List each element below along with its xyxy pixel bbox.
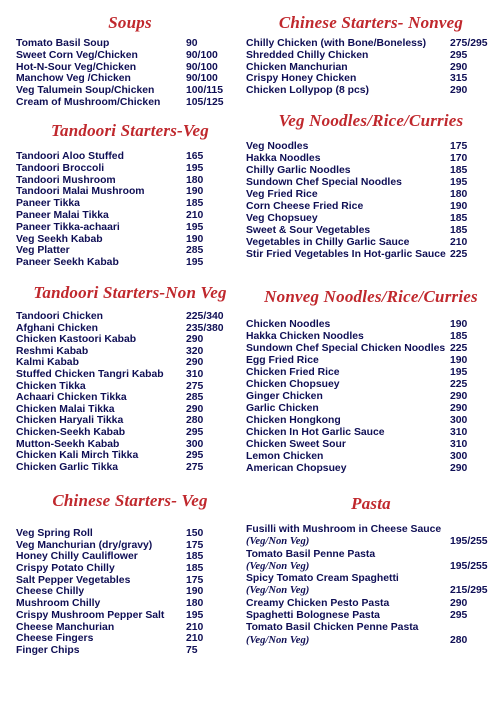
menu-item-name: Veg Talumein Soup/Chicken [16,85,155,97]
menu-item-name: Tandoori Chicken [16,311,103,322]
menu-item [16,427,244,439]
menu-item [246,189,496,201]
menu-list-chinese-starters-nonveg [246,38,496,97]
menu-item-price: 285 [186,392,204,404]
menu-item-name: Tandoori Broccoli [16,162,105,174]
menu-item-name: Tandoori Aloo Stuffed [16,151,124,162]
menu-item-name: Chicken Manchurian [246,61,348,73]
menu-item-name: Spicy Tomato Cream Spaghetti [246,573,399,585]
menu-item-name: Paneer Malai Tikka [16,209,109,221]
menu-item [246,201,496,213]
menu-item-price: 295 [450,49,468,61]
section-title-tandoori-starters-veg: Tandoori Starters-Veg [50,121,210,140]
menu-item-name: Tomato Basil Chicken Penne Pasta [246,622,419,634]
menu-item-price: 290 [450,597,468,609]
section-title-soups: Soups [108,13,152,32]
menu-item [246,622,496,634]
menu-item-price: 175 [450,141,468,152]
menu-item-name: Corn Cheese Fried Rice [246,201,364,212]
menu-item [16,346,244,358]
menu-item-price: 90/100 [186,73,218,85]
menu-item-price: 300 [186,438,204,450]
menu-item-price: 280 [450,634,468,646]
menu-item-price: 180 [186,598,204,610]
menu-item [246,319,496,331]
menu-item-price: 295 [186,450,204,462]
menu-item [16,575,244,587]
menu-item [16,85,244,97]
menu-item-name: Lemon Chicken [246,451,324,462]
menu-item [16,439,244,451]
menu-item-price: 290 [450,85,468,97]
menu-item-name: Sweet Corn Veg/Chicken [16,49,138,61]
menu-item-price: 225 [450,249,468,260]
menu-item [246,355,496,367]
menu-item-price: 285 [186,245,204,257]
menu-item-price: 185 [186,551,204,563]
menu-item-name: Reshmi Kabab [16,345,89,357]
menu-item-name: American Chopsuey [246,463,347,474]
menu-item [16,245,244,257]
menu-item-name: Manchow Veg /Chicken [16,73,131,85]
menu-item-price: 185 [186,198,204,210]
menu-item-name: Chicken Chopsuey [246,379,340,390]
menu-item-name: Chicken Sweet Sour [246,439,346,450]
menu-item [16,210,244,222]
section-title-tandoori-starters-non-veg: Tandoori Starters-Non Veg [33,283,227,302]
menu-item [16,234,244,246]
menu-item [246,343,496,355]
menu-item [16,563,244,575]
menu-item-name: (Veg/Non Veg) [246,560,310,572]
menu-item-name: Chilly Chicken (with Bone/Boneless) [246,38,427,49]
menu-item-price: 195 [186,609,204,621]
section-title-chinese-starters-veg: Chinese Starters- Veg [52,491,208,510]
menu-item-name: Tomato Basil Soup [16,38,110,49]
menu-item-name: Veg Noodles [246,141,309,152]
menu-item-price: 300 [450,415,468,426]
menu-item-name: Achaari Chicken Tikka [16,392,127,404]
menu-list-soups [16,38,244,109]
menu-item-price: 150 [186,528,204,539]
menu-item-price: 170 [450,153,468,164]
menu-item [246,153,496,165]
menu-item-price: 295 [186,426,204,438]
menu-item [16,323,244,335]
menu-item-price: 180 [450,189,468,200]
menu-item-price: 185 [450,165,468,176]
menu-item-price: 320 [186,345,204,357]
menu-item-name: Sundown Chef Special Chicken Noodles [246,343,446,354]
menu-item-name: Kalmi Kabab [16,357,79,369]
menu-list-pasta [246,524,496,647]
menu-item-price: 195/255 [450,560,488,572]
menu-item [16,369,244,381]
menu-item-name: Chicken Hongkong [246,415,341,426]
menu-item [246,141,496,153]
menu-item [246,62,496,74]
menu-item-name: Cream of Mushroom/Chicken [16,96,161,108]
section-title-nonveg-noodles-rice-curries: Nonveg Noodles/Rice/Curries [264,287,478,306]
menu-item-price: 300 [450,451,468,462]
menu-item-name: Stuffed Chicken Tangri Kabab [16,368,164,380]
menu-item-price: 290 [450,403,468,414]
menu-item-name: Shredded Chilly Chicken [246,49,369,61]
menu-item [246,536,496,548]
menu-item-name: Veg Spring Roll [16,528,93,539]
menu-item-name: Veg Manchurian (dry/gravy) [16,539,153,551]
menu-item-name: Creamy Chicken Pesto Pasta [246,597,390,609]
menu-item [246,50,496,62]
menu-item [246,331,496,343]
menu-item-name: Honey Chilly Cauliflower [16,551,138,563]
menu-item [246,585,496,597]
menu-item-price: 195 [450,177,468,188]
menu-item-name: Chicken Tikka [16,380,86,392]
menu-item-price: 280 [186,415,204,427]
menu-item [16,528,244,540]
menu-item-name: Cheese Fingers [16,633,94,645]
menu-item [246,635,496,647]
menu-item-name: Chicken Haryali Tikka [16,415,124,427]
menu-item-name: Veg Fried Rice [246,189,318,200]
menu-item [246,598,496,610]
menu-item-price: 75 [186,644,198,656]
menu-item [16,62,244,74]
menu-item-price: 190 [186,186,204,198]
menu-item-name: Sundown Chef Special Noodles [246,177,402,188]
menu-item [16,186,244,198]
menu-item-price: 100/115 [186,85,223,97]
menu-item-price: 225/340 [186,311,224,322]
menu-item [246,379,496,391]
menu-item [16,257,244,269]
menu-item [246,463,496,475]
menu-item [246,451,496,463]
menu-item [246,573,496,585]
menu-item [246,249,496,261]
menu-item-name: Sweet & Sour Vegetables [246,225,371,236]
menu-item-price: 275 [186,380,204,392]
menu-item [16,381,244,393]
menu-item-price: 235/380 [186,322,224,334]
menu-item-name: Tandoori Mushroom [16,174,116,186]
menu-item-price: 195/255 [450,536,488,548]
menu-item-price: 185 [450,225,468,236]
menu-item [246,367,496,379]
menu-item [16,415,244,427]
menu-item-price: 215/295 [450,585,488,597]
menu-item-price: 90/100 [186,61,218,73]
menu-item-name: Stir Fried Vegetables In Hot-garlic Sauce [246,249,446,260]
menu-item [16,50,244,62]
menu-item-name: Tomato Basil Penne Pasta [246,548,376,560]
menu-item-name: Chicken Malai Tikka [16,403,115,415]
menu-item [16,198,244,210]
menu-list-chinese-starters-veg [16,528,244,657]
menu-item-name: Chicken Garlic Tikka [16,461,119,473]
menu-list-nonveg-noodles-rice-curries [246,319,496,475]
menu-item-price: 290 [450,391,468,402]
menu-item-price: 105/125 [186,96,224,108]
menu-item [16,450,244,462]
menu-item-name: Crispy Potato Chilly [16,563,115,575]
menu-item-price: 90 [186,38,198,49]
menu-item [246,225,496,237]
menu-item [16,311,244,323]
menu-item [16,633,244,645]
menu-item-price: 310 [450,439,468,450]
menu-item [16,334,244,346]
menu-item-name: Chicken Lollypop (8 pcs) [246,85,369,97]
menu-item-name: Chicken Kastoori Kabab [16,334,137,346]
menu-item-price: 195 [186,257,204,269]
menu-item-name: Hot-N-Sour Veg/Chicken [16,61,137,73]
menu-item [16,151,244,163]
menu-item-price: 195 [450,367,468,378]
menu-item-price: 190 [186,586,204,598]
menu-item [246,213,496,225]
menu-item [246,85,496,97]
menu-item [16,73,244,85]
menu-item-price: 180 [186,174,204,186]
menu-item-name: Chicken Noodles [246,319,331,330]
menu-item-price: 185 [450,331,468,342]
menu-item-price: 290 [186,403,204,415]
menu-item-name: Garlic Chicken [246,403,319,414]
menu-item [246,403,496,415]
menu-item-price: 210 [186,633,204,645]
menu-item-price: 195 [186,221,204,233]
menu-item-name: Chicken In Hot Garlic Sauce [246,427,385,438]
menu-list-tandoori-starters-non-veg [16,311,244,473]
section-title-pasta: Pasta [351,494,391,513]
menu-item [246,73,496,85]
menu-item-name: Mushroom Chilly [16,598,101,610]
menu-item-price: 295 [450,610,468,622]
menu-item [16,392,244,404]
menu-item-price: 290 [450,463,468,474]
menu-item-name: Cheese Chilly [16,586,85,598]
menu-item-price: 185 [186,563,204,575]
menu-item-name: Tandoori Malai Mushroom [16,186,145,198]
menu-item-name: Crispy Mushroom Pepper Salt [16,609,165,621]
menu-item-price: 190 [450,201,468,212]
menu-item [16,97,244,109]
menu-item [246,38,496,50]
menu-item-name: Chicken-Seekh Kabab [16,426,126,438]
menu-item [246,177,496,189]
menu-item-price: 195 [186,162,204,174]
menu-item-name: Chicken Fried Rice [246,367,340,378]
menu-item-name: Spaghetti Bolognese Pasta [246,610,380,622]
menu-item-name: Fusilli with Mushroom in Cheese Sauce [246,524,442,535]
menu-item-name: Crispy Honey Chicken [246,73,357,85]
menu-item [246,391,496,403]
menu-item-name: Afghani Chicken [16,322,98,334]
menu-item-price: 290 [450,61,468,73]
menu-item-price: 210 [450,237,468,248]
menu-item-name: Hakka Chicken Noodles [246,331,364,342]
menu-item-name: Paneer Tikka-achaari [16,221,120,233]
menu-item-price: 175 [186,574,204,586]
menu-item [246,610,496,622]
menu-item [16,540,244,552]
menu-item-name: Egg Fried Rice [246,355,319,366]
menu-item [16,598,244,610]
menu-item [16,163,244,175]
menu-item [16,586,244,598]
menu-item-name: Mutton-Seekh Kabab [16,438,120,450]
menu-item [246,415,496,427]
menu-item-name: Salt Pepper Vegetables [16,574,131,586]
menu-item-name: Ginger Chicken [246,391,323,402]
menu-item-price: 90/100 [186,49,218,61]
menu-item [16,551,244,563]
menu-item-name: Veg Seekh Kabab [16,233,103,245]
menu-item-price: 315 [450,73,468,85]
menu-list-tandoori-starters-veg [16,151,244,269]
menu-item-name: Hakka Noodles [246,153,321,164]
menu-item-name: Veg Chopsuey [246,213,318,224]
menu-item-name: Cheese Manchurian [16,621,115,633]
menu-item-price: 275/295 [450,38,488,49]
section-title-chinese-starters-nonveg: Chinese Starters- Nonveg [278,13,464,32]
menu-item-price: 210 [186,621,204,633]
menu-item [16,462,244,474]
menu-item [16,222,244,234]
menu-item [16,38,244,50]
menu-item-price: 175 [186,539,204,551]
menu-item-name: Veg Platter [16,245,70,257]
menu-item-name: Paneer Tikka [16,198,80,210]
menu-item-price: 190 [450,319,468,330]
menu-item-price: 190 [450,355,468,366]
menu-item-name: Paneer Seekh Kabab [16,257,119,269]
menu-item-name: Vegetables in Chilly Garlic Sauce [246,237,410,248]
menu-item [16,404,244,416]
menu-list-veg-noodles-rice-curries [246,141,496,261]
menu-item [16,357,244,369]
menu-item-price: 310 [186,368,204,380]
menu-item [246,549,496,561]
menu-item-price: 225 [450,343,468,354]
menu-item-price: 185 [450,213,468,224]
menu-item-name: Chicken Kali Mirch Tikka [16,450,139,462]
menu-item [16,610,244,622]
section-title-veg-noodles-rice-curries: Veg Noodles/Rice/Curries [278,111,464,130]
menu-item [246,561,496,573]
menu-item-name: Finger Chips [16,644,80,656]
menu-item-price: 275 [186,461,204,473]
menu-item-name: (Veg/Non Veg) [246,585,310,597]
menu-item-price: 210 [186,209,204,221]
menu-item-price: 310 [450,427,468,438]
menu-item-name: Chilly Garlic Noodles [246,165,351,176]
menu-item [246,165,496,177]
menu-item [246,439,496,451]
menu-item-price: 290 [186,334,204,346]
menu-item [16,175,244,187]
menu-item [16,622,244,634]
menu-item-price: 190 [186,233,204,245]
menu-item [246,427,496,439]
menu-item [246,237,496,249]
menu-item [246,524,496,536]
menu-item-price: 225 [450,379,468,390]
menu-item [16,645,244,657]
menu-item-name: (Veg/Non Veg) [246,536,310,548]
menu-item-price: 165 [186,151,204,162]
menu-item-name: (Veg/Non Veg) [246,634,310,646]
menu-item-price: 290 [186,357,204,369]
